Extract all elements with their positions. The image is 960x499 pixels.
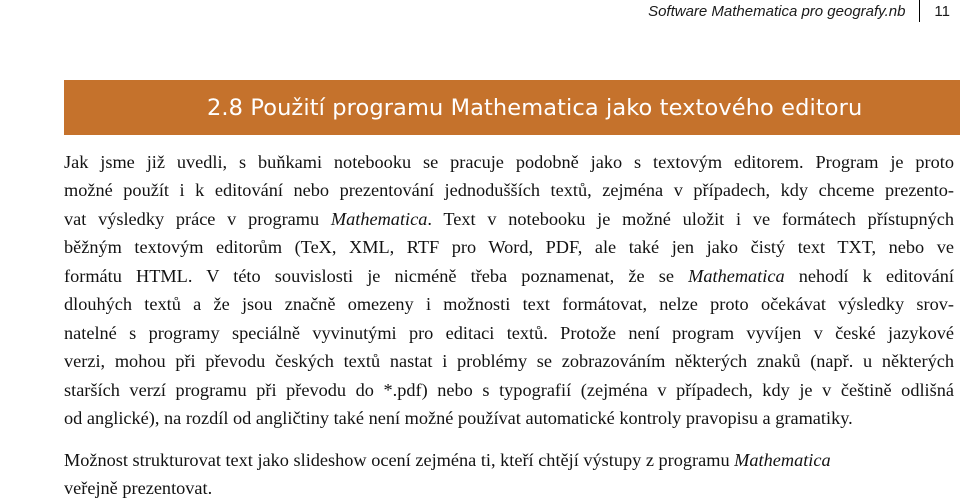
paragraph-line (64, 262, 954, 290)
section-heading[interactable]: 2.8 Použití programu Mathematica jako textového editoru (207, 94, 863, 121)
paragraph-line: verzi, mohou při převodu českých textů nastat i problémy se zobrazováním některých znaků (např. u některých (64, 351, 954, 372)
paragraph-2[interactable] (64, 446, 954, 499)
paragraph-line: starších verzí programu při převodu do *.pdf) nebo s typografií (zejména v případech, kdy je v češtině odlišná (64, 379, 954, 400)
paragraph-line: možné použít i k editování nebo prezentování jednodušších textů, zejména v případech, kdy chceme prezento- (64, 180, 954, 201)
section-banner (64, 80, 960, 135)
line-text: . Text v notebooku je možné uložit i ve formátech přístupných (427, 208, 954, 229)
paragraph-line: dlouhých textů a že jsou značně omezeny i možnosti text formátovat, nelze proto očekávat výsledky srov- (64, 294, 954, 315)
paragraph-line (64, 205, 954, 233)
paragraph-line: Jak jsme již uvedli, s buňkami notebooku se pracuje podobně jako s textovým editorem. Program je proto (64, 152, 954, 172)
line-text: nehodí k editování (784, 265, 954, 286)
app-name-italic: Mathematica (734, 450, 831, 470)
line-text: Možnost strukturovat text jako slideshow ocení zejména ti, kteří chtějí výstupy z programu (64, 450, 735, 470)
app-name-italic: Mathematica (330, 208, 428, 229)
paragraph-1[interactable] (64, 148, 954, 433)
page-number: 11 (934, 2, 950, 20)
paragraph-line: natelné s programy speciálně vyvinutými pro editaci textů. Protože není program vyvíjen v české jazykové (64, 322, 954, 343)
paragraph-line: běžným textovým editorům (TeX, XML, RTF pro Word, PDF, ale také jen jako čistý text TXT, nebo ve (64, 237, 954, 258)
running-title: Software Mathematica pro geografy.nb (648, 2, 906, 20)
paragraph-line: od anglické), na rozdíl od angličtiny také není možné používat automatické kontroly pravopisu a gramatiky. (64, 408, 853, 429)
paragraph-line: veřejně prezentovat. (64, 478, 213, 499)
paragraph-line (64, 446, 954, 474)
line-text: formátu HTML. V této souvislosti je nicméně třeba poznamenat, že se (64, 265, 689, 286)
running-header (648, 0, 960, 22)
line-text: vat výsledky práce v programu (64, 208, 331, 229)
app-name-italic: Mathematica (688, 265, 785, 286)
